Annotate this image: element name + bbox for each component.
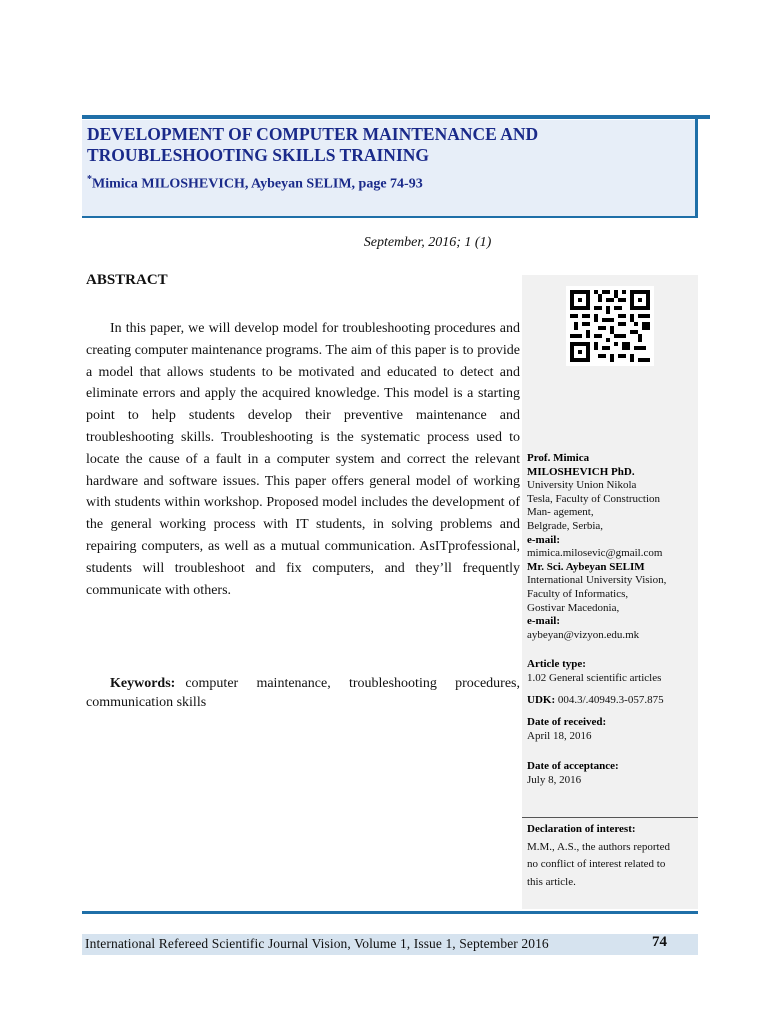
date-acceptance-label: Date of acceptance: [527,760,619,772]
page-number: 74 [652,934,667,950]
paper-title-line-1: DEVELOPMENT OF COMPUTER MAINTENANCE AND [87,124,539,144]
author-marker: * [87,174,92,185]
keywords-text: computer maintenance, troubleshooting procedures, communication skills [86,676,520,710]
abstract-heading: ABSTRACT [86,272,168,288]
author2-name: Mr. Sci. Aybeyan SELIM [527,560,645,573]
abstract-body: In this paper, we will develop model for troubleshooting procedures and creating computer maintenance programs. The aim of this paper is to provide a model that allows students to be motivated and educated to detect and eliminate errors and apply the acquired knowledge. This model is a starting point to help students develop their preventive maintenance and troubleshooting skills. Troubleshooting is the systematic process used to locate the cause of a fault in a computer system and correct the relevant hardware and software issues. This paper offers general model of working with students within workshop. Proposed model includes the development of the general working process with IT students, in solving problems and repairing computers, as well as a mutual communication. AsITprofessional, students will troubleshoot and fix computers, and they’ll frequently communicate with others. [86,321,520,598]
article-type-block [527,658,699,685]
paper-authors [87,174,687,193]
author1-email[interactable]: mimica.milosevic@gmail.com [527,547,663,560]
declaration-label: Declaration of interest: [527,823,636,835]
author2-email[interactable]: aybeyan@vizyon.edu.mk [527,628,640,641]
header-bottom-rule [82,216,698,218]
email-label: e-mail: [527,615,560,628]
date-received-label: Date of received: [527,716,607,728]
sidebar-divider [522,817,698,818]
keywords-label: Keywords: [110,676,176,691]
date-received-block [527,716,699,743]
author2-affiliation: International University Vision, [527,574,667,587]
author-info: Prof. Mimica MILOSHEVICH PhD. University Union Nikola Tesla, Faculty of Construction Man- agement, Belgrade, Serbia, e-mail: mimica.milosevic@gmail.com Mr. Sci. Aybeyan SELIM International University Vision, Faculty of Informatics, Gostivar Macedonia, e-mail: aybeyan@vizyon.edu.mk [527,452,699,642]
author1-affiliation: University Union Nikola [527,479,637,492]
author1-name: Prof. Mimica [527,452,590,464]
paper-title-line-2: TROUBLESHOOTING SKILLS TRAINING [87,145,430,165]
header-right-rule [695,117,698,218]
udk-value: 004.3/.40949.3-057.875 [557,694,664,706]
authors-text: Mimica MILOSHEVICH, Aybeyan SELIM, page 74-93 [92,176,423,192]
journal-footer: International Refereed Scientific Journal Vision, Volume 1, Issue 1, September 2016 [85,936,549,951]
header-top-rule [82,115,710,119]
footer-rule [82,911,698,914]
declaration-of-interest-block: Declaration of interest: M.M., A.S., the authors reported no conflict of interest related to this article. [527,823,670,888]
date-acceptance-value: July 8, 2016 [527,773,582,786]
keywords-paragraph [86,674,520,712]
udk-label: UDK: [527,694,556,706]
date-issue: September, 2016; 1 (1) [363,235,492,250]
date-acceptance-block [527,760,699,787]
article-type-label: Article type: [527,658,586,670]
udk-block [527,694,699,708]
date-received-value: April 18, 2016 [527,729,592,742]
qr-code-icon [566,286,654,366]
paper-title [87,124,687,166]
article-type-value: 1.02 General scientific articles [527,671,662,684]
email-label: e-mail: [527,533,560,546]
